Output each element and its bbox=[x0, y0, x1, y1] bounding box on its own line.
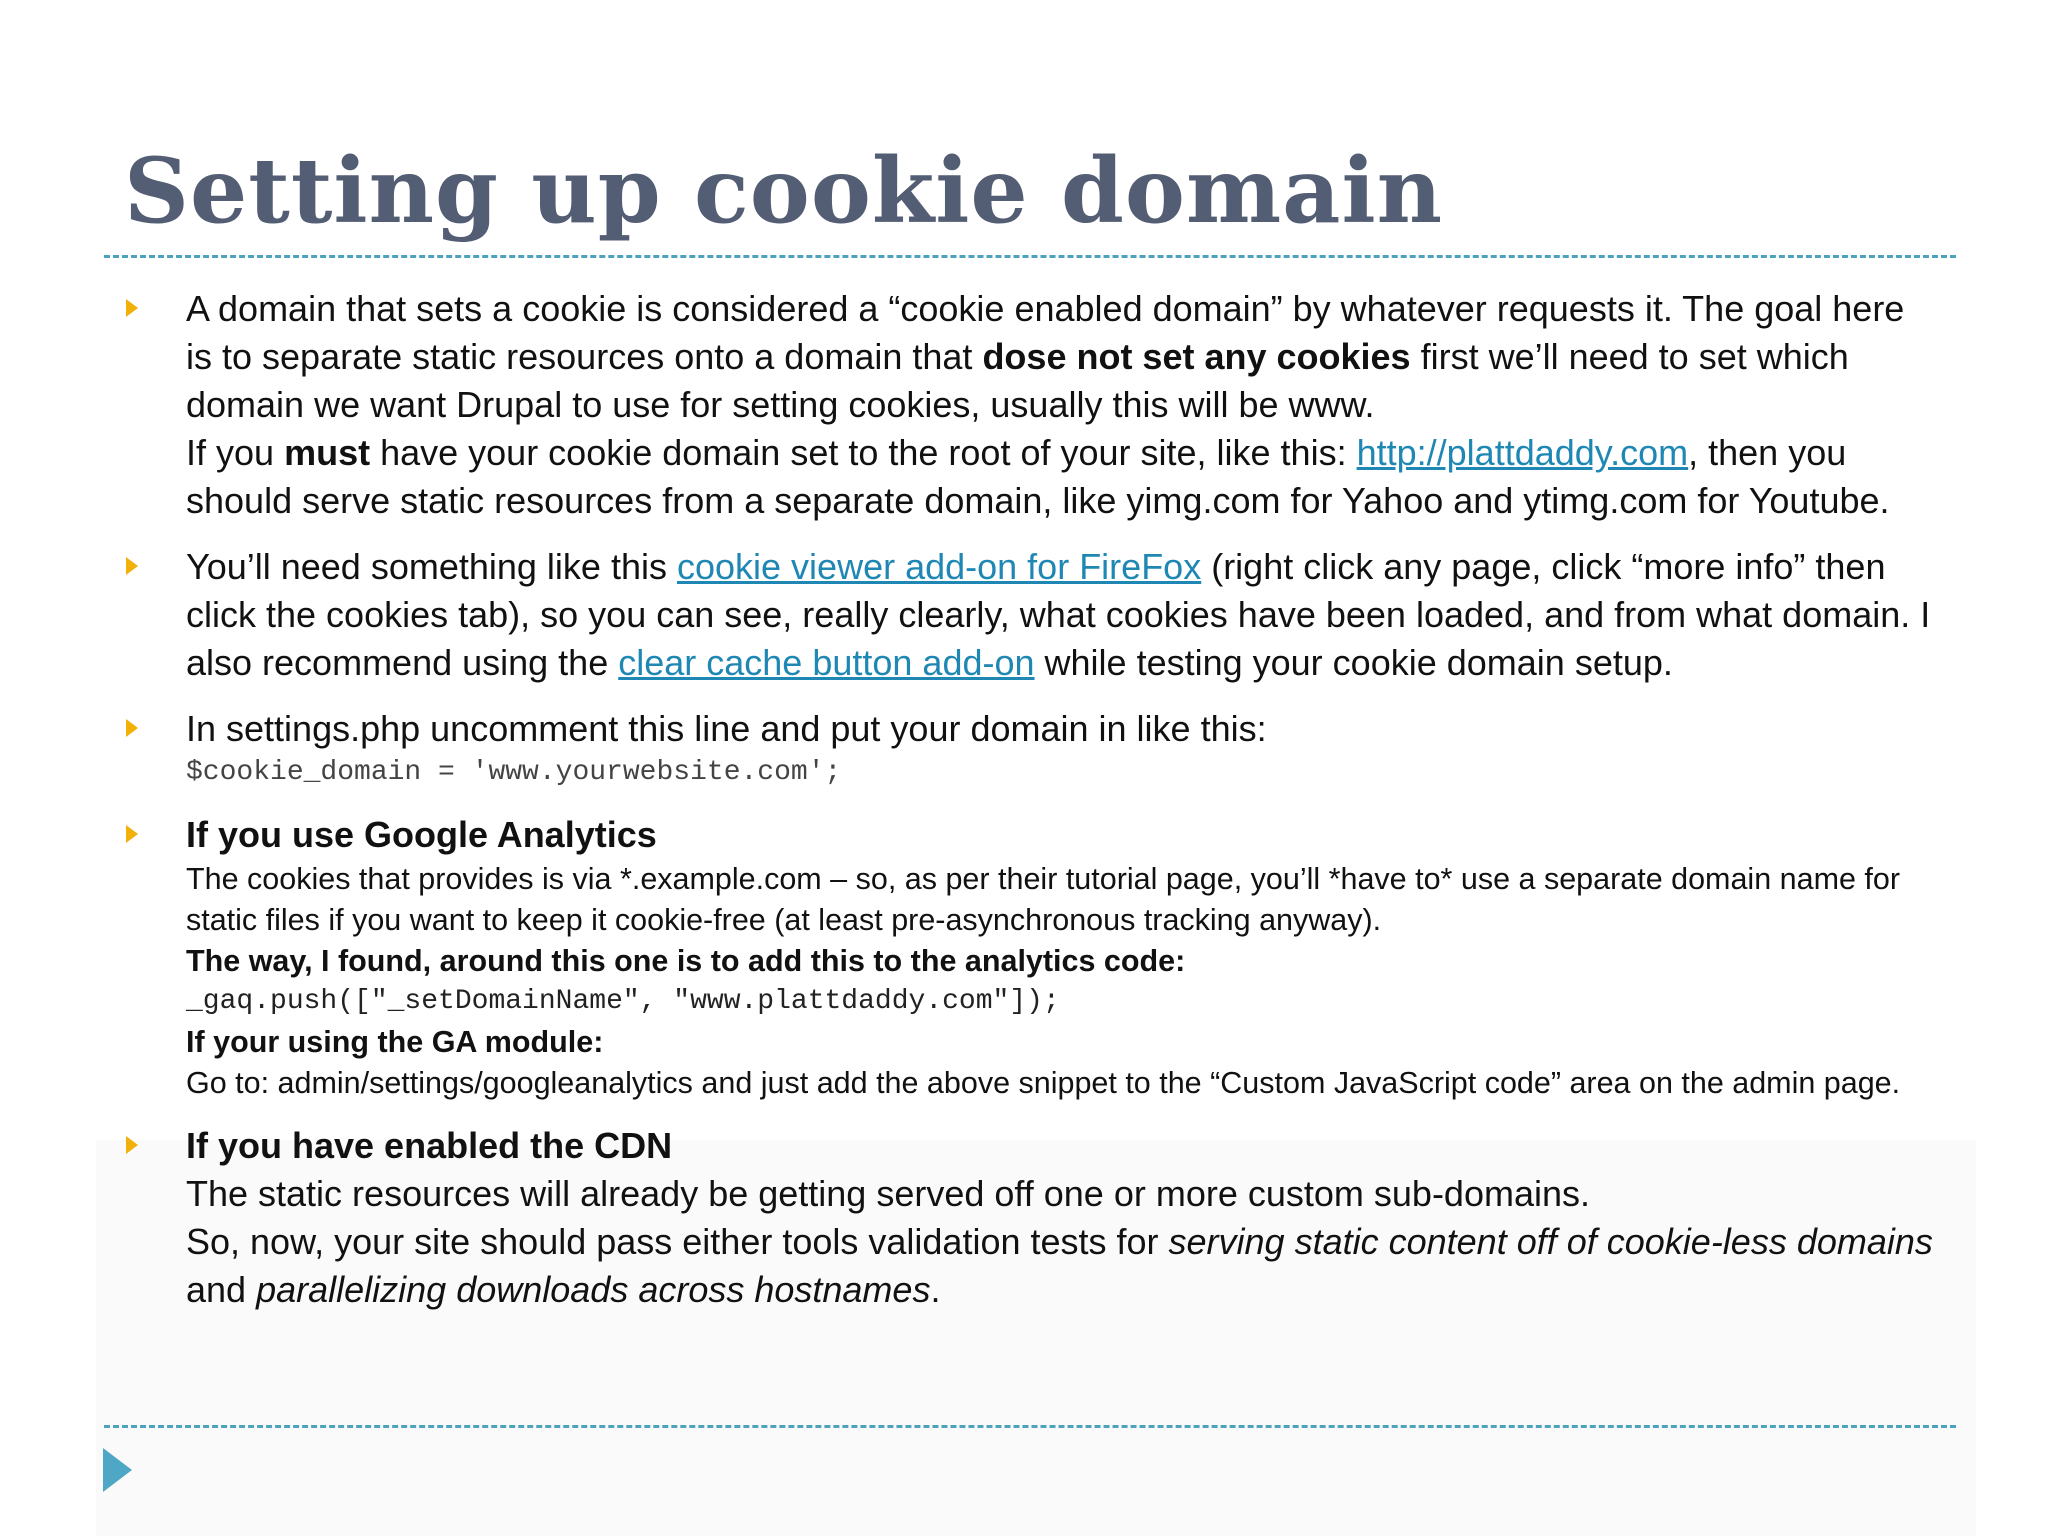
bullet-paragraph: You’ll need something like this cookie viewer add-on for FireFox (right click any page, click “more info” then click the cookies tab), so you can see, really clearly, what cookies have been loaded, and from what domain. I also recommend using the clear cache button add-on while testing your cookie domain setup. bbox=[186, 546, 1931, 683]
bullet-arrow-icon bbox=[126, 299, 138, 317]
bullet-bold-line: The way, I found, around this one is to add this to the analytics code: bbox=[186, 944, 1186, 978]
bullet-settings-php bbox=[0, 705, 2048, 793]
bullet-paragraph: A domain that sets a cookie is considered a “cookie enabled domain” by whatever requests it. The goal here is to separate static resources onto a domain that dose not set any cookies first we’ll need to set which domain we want Drupal to use for setting cookies, usually this will be www. bbox=[186, 288, 1905, 425]
bullet-paragraph: Go to: admin/settings/googleanalytics and just add the above snippet to the “Custom JavaScript code” area on the admin page. bbox=[186, 1066, 1901, 1100]
bullet-paragraph: If you must have your cookie domain set to the root of your site, like this: http://plattdaddy.com, then you should serve static resources from a separate domain, like yimg.com for Yahoo and ytimg.com for Youtube. bbox=[186, 432, 1890, 521]
bullet-paragraph: The cookies that provides is via *.example.com – so, as per their tutorial page, you’ll *have to* use a separate domain name for static files if you want to keep it cookie-free (at least pre-asynchronous tracking anyway). bbox=[186, 862, 1901, 937]
bullet-arrow-icon bbox=[126, 825, 138, 843]
slide-content bbox=[0, 285, 2048, 1332]
bullet-cdn bbox=[0, 1122, 2048, 1314]
cookie-viewer-link[interactable]: cookie viewer add-on for FireFox bbox=[676, 546, 1202, 587]
analytics-code: _gaq.push(["_setDomainName", "www.plattdaddy.com"]); bbox=[186, 986, 1060, 1017]
bullet-paragraph: In settings.php uncomment this line and put your domain in like this: bbox=[186, 708, 1267, 749]
bullet-arrow-icon bbox=[126, 557, 138, 575]
cookie-domain-code: $cookie_domain = 'www.yourwebsite.com'; bbox=[186, 757, 842, 788]
bullet-google-analytics bbox=[0, 811, 2048, 1104]
clear-cache-link[interactable]: clear cache button add-on bbox=[618, 642, 1035, 683]
footer-divider bbox=[104, 1425, 1956, 1428]
next-slide-arrow-icon[interactable] bbox=[103, 1448, 132, 1492]
plattdaddy-link[interactable]: http://plattdaddy.com bbox=[1356, 432, 1689, 473]
bullet-cookie-viewer bbox=[0, 543, 2048, 687]
bullet-bold-line: If your using the GA module: bbox=[186, 1025, 604, 1059]
bullet-heading: If you use Google Analytics bbox=[186, 814, 657, 855]
slide-title: Setting up cookie domain bbox=[124, 138, 1444, 244]
bullet-arrow-icon bbox=[126, 1136, 138, 1154]
title-divider bbox=[104, 255, 1956, 258]
bullet-heading: If you have enabled the CDN bbox=[186, 1125, 673, 1166]
bullet-paragraph: So, now, your site should pass either tools validation tests for serving static content off of cookie-less domains and parallelizing downloads across hostnames. bbox=[186, 1221, 1933, 1310]
bullet-paragraph: The static resources will already be getting served off one or more custom sub-domains. bbox=[186, 1173, 1590, 1214]
bullet-cookie-enabled-domain bbox=[0, 285, 2048, 525]
bullet-arrow-icon bbox=[126, 719, 138, 737]
